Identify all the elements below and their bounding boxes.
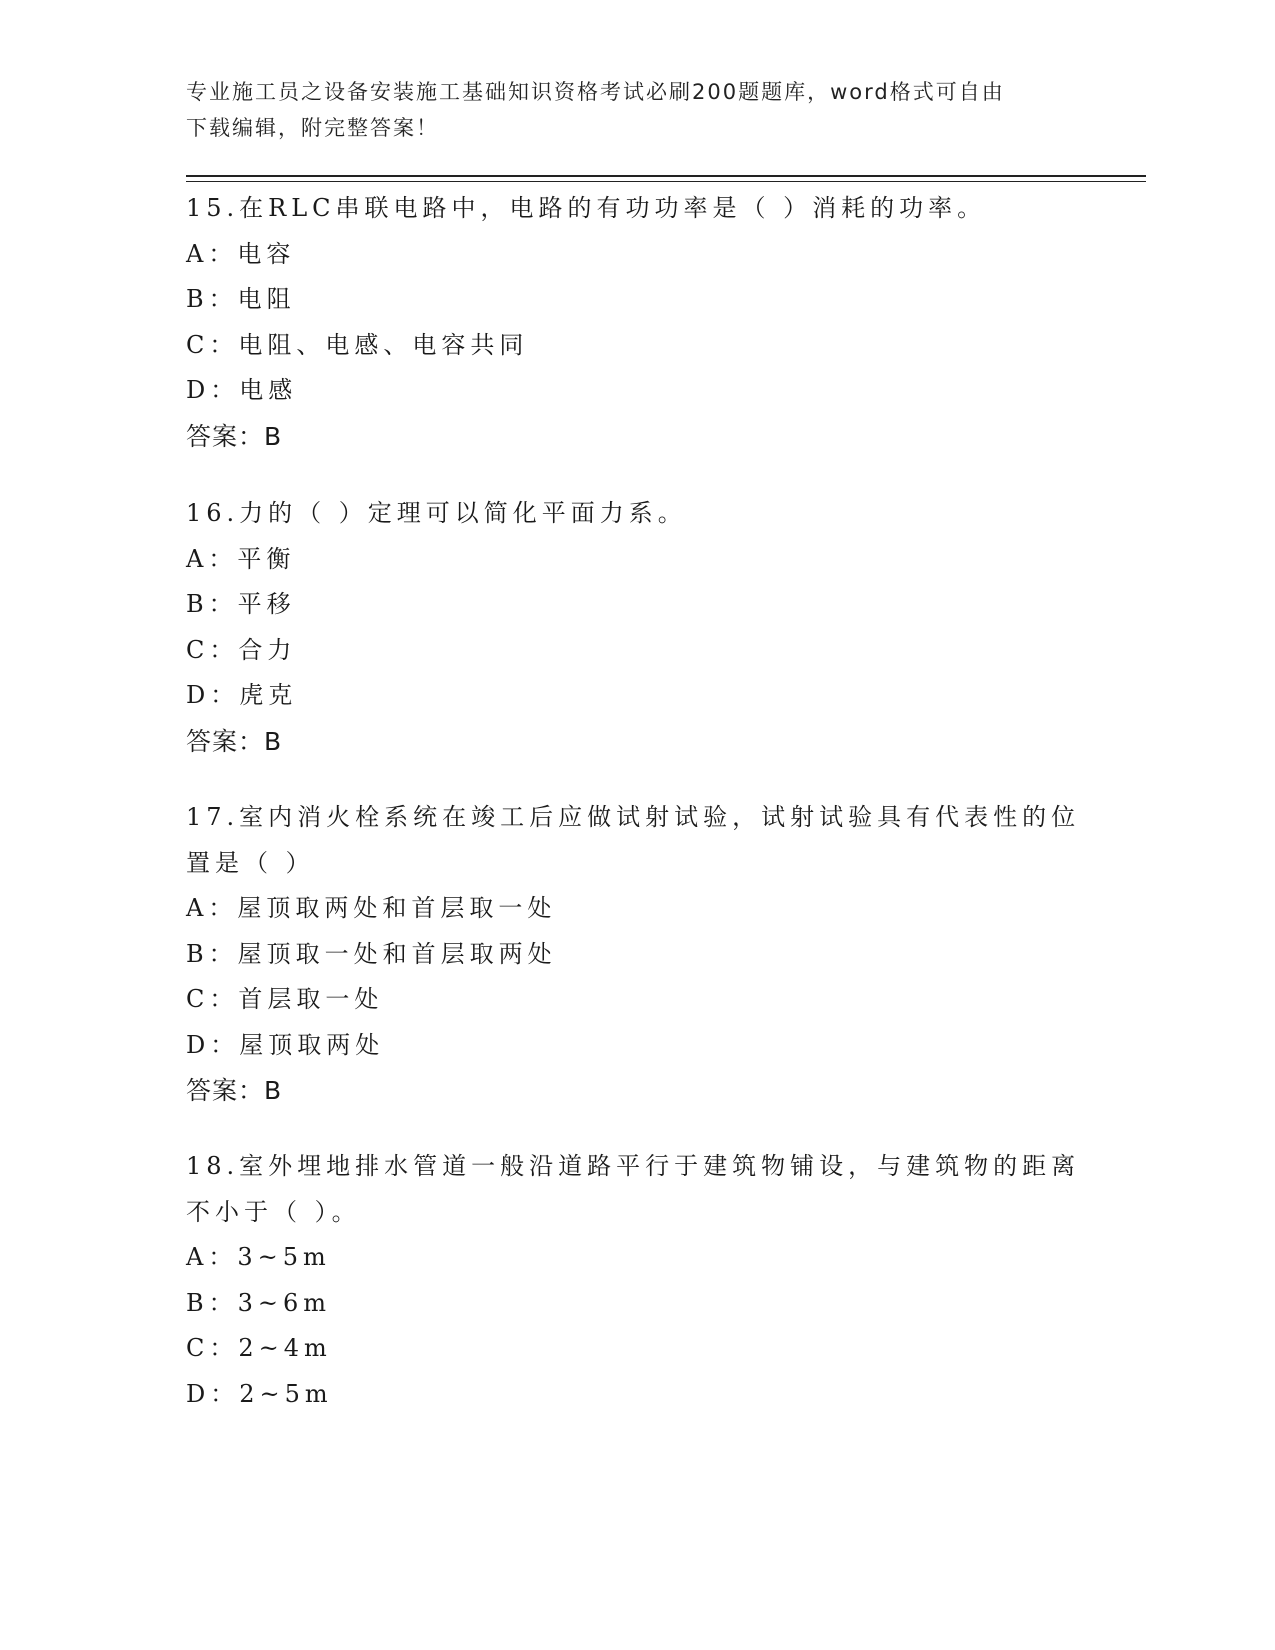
option-b: B：平移 bbox=[186, 590, 296, 618]
option-c: C：合力 bbox=[186, 635, 297, 664]
option-b: B：3~6m bbox=[186, 1288, 332, 1317]
option-a: A：平衡 bbox=[186, 544, 296, 573]
answer: 答案：B bbox=[186, 421, 283, 451]
question-18 bbox=[186, 1144, 1086, 1417]
option-a: A：电容 bbox=[186, 239, 296, 268]
option-c: C：电阻、电感、电容共同 bbox=[186, 330, 529, 359]
question-text: 18.室外埋地排水管道一般沿道路平行于建筑物铺设，与建筑物的距离不小于（ ）。 bbox=[186, 1152, 1081, 1226]
header-line-1: 专业施工员之设备安装施工基础知识资格考试必刷200题题库，word格式可自由 bbox=[186, 80, 1005, 104]
question-15 bbox=[186, 186, 1086, 459]
question-text: 17.室内消火栓系统在竣工后应做试射试验，试射试验具有代表性的位置是（ ） bbox=[186, 803, 1081, 877]
question-text: 16.力的（ ）定理可以简化平面力系。 bbox=[186, 499, 687, 527]
answer: 答案：B bbox=[186, 1076, 283, 1105]
option-b: B：电阻 bbox=[186, 285, 296, 313]
question-16 bbox=[186, 491, 1086, 764]
header-divider-thick bbox=[186, 175, 1146, 177]
document-header bbox=[186, 74, 1086, 146]
option-c: C：2~4m bbox=[186, 1334, 332, 1362]
option-b: B：屋顶取一处和首层取两处 bbox=[186, 939, 557, 968]
option-a: A：屋顶取两处和首层取一处 bbox=[186, 894, 557, 922]
option-d: D：2~5m bbox=[186, 1379, 333, 1408]
option-a: A：3~5m bbox=[186, 1243, 331, 1271]
option-d: D：屋顶取两处 bbox=[186, 1030, 385, 1059]
question-text: 15.在RLC串联电路中，电路的有功功率是（ ）消耗的功率。 bbox=[186, 194, 987, 222]
option-d: D：电感 bbox=[186, 376, 298, 404]
header-line-2: 下载编辑，附完整答案！ bbox=[186, 116, 439, 140]
option-d: D：虎克 bbox=[186, 681, 298, 709]
header-divider-thin bbox=[186, 181, 1146, 182]
question-17 bbox=[186, 795, 1086, 1114]
option-c: C：首层取一处 bbox=[186, 985, 384, 1013]
answer: 答案：B bbox=[186, 726, 283, 756]
